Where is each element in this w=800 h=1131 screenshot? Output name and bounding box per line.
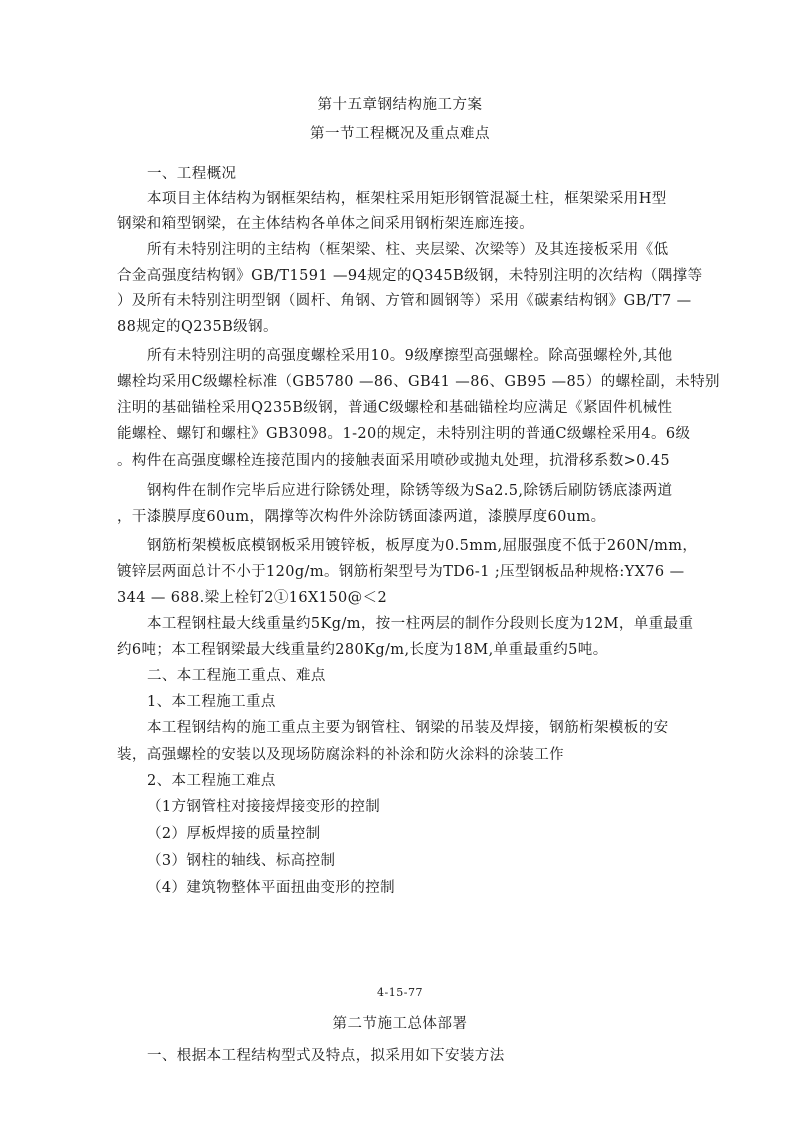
paragraph-line: 钢梁和箱型钢梁，在主体结构各单体之间采用钢桁架连廊连接。 xyxy=(117,216,535,232)
paragraph-line: 344 — 688.梁上栓钉2①16X150@＜2 xyxy=(117,590,388,606)
paragraph-line: ，干漆膜厚度60um，隅撑等次构件外涂防锈面漆两道，漆膜厚度60um。 xyxy=(117,509,606,525)
list-item: （3）钢柱的轴线、标高控制 xyxy=(147,853,336,869)
paragraph-line: 合金高强度结构钢》GB/T1591 —94规定的Q345B级钢，未特别注明的次结构（隅撑等 xyxy=(117,268,703,284)
section-title: 第二节施工总体部署 xyxy=(332,1016,468,1032)
paragraph-line: 钢构件在制作完毕后应进行除锈处理，除锈等级为Sa2.5,除锈后刷防锈底漆两道 xyxy=(147,483,673,499)
paragraph-line: 所有未特别注明的高强度螺栓采用10。9级摩擦型高强螺栓。除高强螺栓外,其他 xyxy=(147,348,673,364)
heading-key-difficult-points: 二、本工程施工重点、难点 xyxy=(147,668,326,684)
paragraph-line: 镀锌层两面总计不小于120g/m。钢筋桁架型号为TD6-1 ;压型钢板品种规格:YX76 — xyxy=(117,564,685,580)
paragraph-line: 本项目主体结构为钢框架结构，框架柱采用矩形钢管混凝土柱，框架梁采用H型 xyxy=(147,191,667,207)
subheading-difficult-points: 2、本工程施工难点 xyxy=(147,773,276,789)
paragraph-line: 本工程钢柱最大线重量约5Kg/m，按一柱两层的制作分段则长度为12M，单重最重 xyxy=(147,616,694,632)
paragraph-line: 螺栓均采用C级螺栓标准（GB5780 —86、GB41 —86、GB95 —85）的螺栓副，未特别 xyxy=(117,374,720,390)
paragraph-line: 注明的基础锚栓采用Q235B级钢，普通C级螺栓和基础锚栓均应满足《紧固件机械性 xyxy=(117,400,673,416)
paragraph-line: 能螺栓、螺钉和螺柱》GB3098。1-20的规定，未特别注明的普通C级螺栓采用4。6级 xyxy=(117,426,691,442)
heading-overview: 一、工程概况 xyxy=(147,166,237,182)
paragraph-line: 88规定的Q235B级钢。 xyxy=(117,319,278,335)
list-item: （4）建筑物整体平面扭曲变形的控制 xyxy=(147,880,396,896)
paragraph-line: 钢筋桁架模板底模钢板采用镀锌板，板厚度为0.5mm,屈服强度不低于260N/mm， xyxy=(147,538,698,554)
paragraph-line: 一、根据本工程结构型式及特点，拟采用如下安装方法 xyxy=(147,1048,505,1064)
paragraph-line: 所有未特别注明的主结构（框架梁、柱、夹层梁、次梁等）及其连接板采用《低 xyxy=(147,242,669,258)
paragraph-line: 。构件在高强度螺栓连接范围内的接触表面采用喷砂或抛丸处理，抗滑移系数>0.45 xyxy=(117,453,671,469)
page-number: 4-15-77 xyxy=(377,986,423,999)
paragraph-line: 装，高强螺栓的安装以及现场防腐涂料的补涂和防火涂料的涂装工作 xyxy=(117,747,564,763)
subheading-key-points: 1、本工程施工重点 xyxy=(147,694,276,710)
list-item: （1方钢管柱对接接焊接变形的控制 xyxy=(147,799,381,815)
paragraph-line: ）及所有未特别注明型钢（圆杆、角钢、方管和圆钢等）采用《碳素结构钢》GB/T7 — xyxy=(117,293,692,309)
paragraph-line: 本工程钢结构的施工重点主要为钢管柱、钢梁的吊装及焊接，钢筋桁架模板的安 xyxy=(147,720,669,736)
paragraph-line: 约6吨；本工程钢梁最大线重量约280Kg/m,长度为18M,单重最重约5吨。 xyxy=(117,642,608,658)
chapter-title: 第十五章钢结构施工方案 xyxy=(317,97,483,113)
section-title: 第一节工程概况及重点难点 xyxy=(310,126,490,142)
list-item: （2）厚板焊接的质量控制 xyxy=(147,826,321,842)
